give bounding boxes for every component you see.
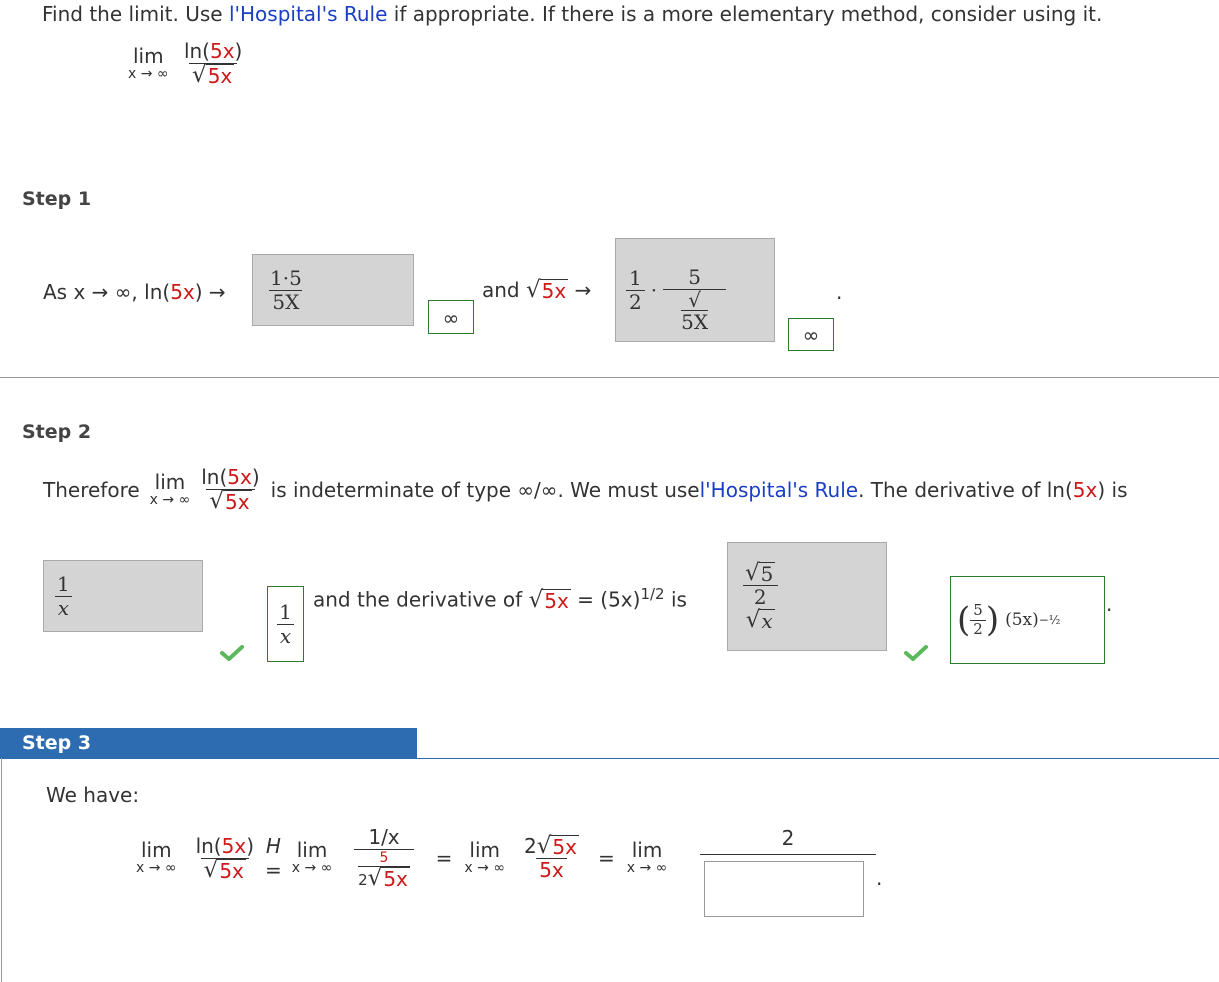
eq-text: = <box>265 858 282 883</box>
sqrt-arg: 5x <box>544 588 569 613</box>
lim-subscript: x → ∞ <box>149 491 191 508</box>
step3-header: Step 3 <box>0 728 417 758</box>
step1-input-box-2[interactable] <box>615 238 775 342</box>
deriv-text: . The derivative of ln( <box>858 477 1073 502</box>
step1-label: Step 1 <box>22 188 92 210</box>
box-num: 1 <box>57 571 70 596</box>
step3-left-border <box>1 758 2 982</box>
f2-den-rad: 5x <box>383 867 408 892</box>
step1-text <box>43 280 226 304</box>
fraction-1: ln(5x) √ 5x <box>195 833 254 883</box>
lim-subscript: x → ∞ <box>136 860 177 877</box>
sqrt: √ 5x <box>526 277 567 303</box>
step2-input-box-1[interactable] <box>43 560 203 632</box>
eq-text: = (5x) <box>577 587 641 612</box>
therefore-text: Therefore <box>43 477 140 502</box>
eq-text: = <box>597 846 615 871</box>
f2-den-coef: 2 <box>358 871 368 890</box>
ln-text: ln( <box>201 465 228 489</box>
fraction-2: 1/x 5 2 √ 5x <box>348 826 419 890</box>
arrow: → <box>574 278 592 302</box>
lim-text: lim <box>154 469 186 494</box>
ln-close: ) <box>251 465 260 489</box>
step2-label: Step 2 <box>22 421 92 443</box>
box-den-top: 2 <box>753 584 767 609</box>
ln-close: ) <box>246 833 254 858</box>
lim-subscript: x → ∞ <box>128 65 169 82</box>
box1-den: 5X <box>269 290 302 314</box>
step1-as: As x → ∞, ln( <box>43 280 171 304</box>
sqrt: √ 5x <box>209 488 250 514</box>
box2-b-den: 5X <box>681 310 709 334</box>
sqrt-arg: 5x <box>219 858 244 883</box>
fraction-3: 2 √ 5x 5x <box>524 832 577 882</box>
lhospital-link[interactable]: l'Hospital's Rule <box>699 477 859 502</box>
answer-fraction <box>700 826 876 855</box>
step2-correct-answer-1 <box>267 586 304 662</box>
ln-text: ln( <box>183 39 210 63</box>
sqrt-arg: 5x <box>207 64 233 88</box>
check-icon <box>904 645 928 661</box>
f2-den-num: 5 <box>379 850 389 866</box>
step1-period: . <box>836 280 843 304</box>
eq-text: = <box>435 846 453 871</box>
step3-period: . <box>876 866 883 890</box>
problem-statement <box>42 2 1102 26</box>
step3-equation <box>136 826 667 890</box>
ans-num: 1 <box>279 599 292 624</box>
lim-subscript: x → ∞ <box>291 860 333 877</box>
limit-operator <box>464 839 505 876</box>
H-equals <box>265 834 282 882</box>
sqrt: √ 5x <box>192 62 233 88</box>
lim-subscript: x → ∞ <box>626 860 668 877</box>
sqrt-arg: 5x <box>541 279 567 303</box>
lim-text: lim <box>296 838 328 863</box>
box-fraction <box>54 573 73 620</box>
lim-text: lim <box>132 43 164 68</box>
ln-text: ln( <box>195 833 222 858</box>
step1-correct-answer-1: ∞ <box>428 300 474 334</box>
check-icon <box>220 645 244 661</box>
step2-period: . <box>1106 592 1113 616</box>
problem-fraction <box>181 40 245 87</box>
f3-num-rad: 5x <box>552 834 577 859</box>
lim-text: lim <box>469 838 501 863</box>
exponent: 1/2 <box>640 585 665 603</box>
lim-text: lim <box>140 838 172 863</box>
ln-arg: 5x <box>209 39 235 63</box>
sqrt-arg: 5x <box>224 490 250 514</box>
f3-den: 5x <box>536 858 567 882</box>
box1-fraction <box>267 267 305 314</box>
indeterminate-text: is indeterminate of type ∞/∞. We must use <box>270 477 700 502</box>
ln-arg: 5x <box>227 465 252 489</box>
limit-operator <box>136 839 177 876</box>
step1-correct-answer-2: ∞ <box>788 318 834 351</box>
lim-text: lim <box>631 838 663 863</box>
and-deriv-text: and the derivative of <box>313 587 523 612</box>
box-fraction: √ 5 2 √ x <box>742 562 778 632</box>
box2-a-den: 2 <box>626 290 645 314</box>
deriv-arg: 5x <box>1072 477 1098 502</box>
step1-arg: 5x <box>170 280 195 304</box>
step1-close: ) → <box>194 280 226 304</box>
is-text: is <box>670 587 687 612</box>
limit-operator <box>627 839 668 876</box>
box2-fraction-a <box>626 267 645 314</box>
dot: · <box>650 278 658 302</box>
box-den-rad: x <box>761 608 773 633</box>
f3-num-coef: 2 <box>524 833 537 858</box>
step2-input-box-2[interactable] <box>727 542 887 651</box>
box2-b-num: 5 <box>688 265 701 289</box>
step2-correct-answer-2: ( $\frac{5}{2}$ ) (5x) −½ <box>950 576 1105 664</box>
ln-close: ) <box>234 39 243 63</box>
H-text: H <box>265 834 281 859</box>
is-text: ) is <box>1097 477 1128 502</box>
lhospital-link[interactable]: l'Hospital's Rule <box>228 2 388 26</box>
box-num: 5 <box>760 561 774 586</box>
answer-num: 2 <box>781 826 795 850</box>
and-text: and <box>482 278 520 302</box>
problem-text: Find the limit. Use <box>42 2 229 26</box>
step2-sentence <box>43 466 1128 513</box>
limit-operator <box>292 839 333 876</box>
ln-arg: 5x <box>221 833 247 858</box>
limit-operator <box>128 45 169 82</box>
divider <box>0 377 1219 378</box>
step1-input-box-1[interactable] <box>252 254 414 326</box>
ans-den: x <box>277 624 294 648</box>
step2-deriv-sqrt-text <box>313 585 687 612</box>
box2-fraction-b: 5 √ 5X <box>663 266 726 334</box>
box-den: x <box>55 596 72 620</box>
box1-num: 1·5 <box>270 265 302 290</box>
limit-operator <box>150 471 191 508</box>
problem-text-after: if appropriate. If there is a more elementary method, consider using it. <box>387 2 1103 26</box>
sqrt: √ 5x <box>528 586 569 613</box>
ans-exponent: −½ <box>1038 613 1061 627</box>
ans-num: 5 <box>973 601 983 620</box>
ans-den: 2 <box>970 620 986 638</box>
step3-header-line <box>0 758 1219 759</box>
ans-tail: (5x) <box>1005 610 1039 630</box>
box2-a-num: 1 <box>629 265 642 290</box>
f2-num: 1/x <box>368 825 400 849</box>
lim-subscript: x → ∞ <box>464 860 505 877</box>
step1-and-text <box>482 278 591 302</box>
step2-fraction <box>198 466 262 513</box>
answer-input[interactable] <box>704 861 864 917</box>
we-have-text: We have: <box>46 783 140 807</box>
problem-limit <box>128 40 245 87</box>
